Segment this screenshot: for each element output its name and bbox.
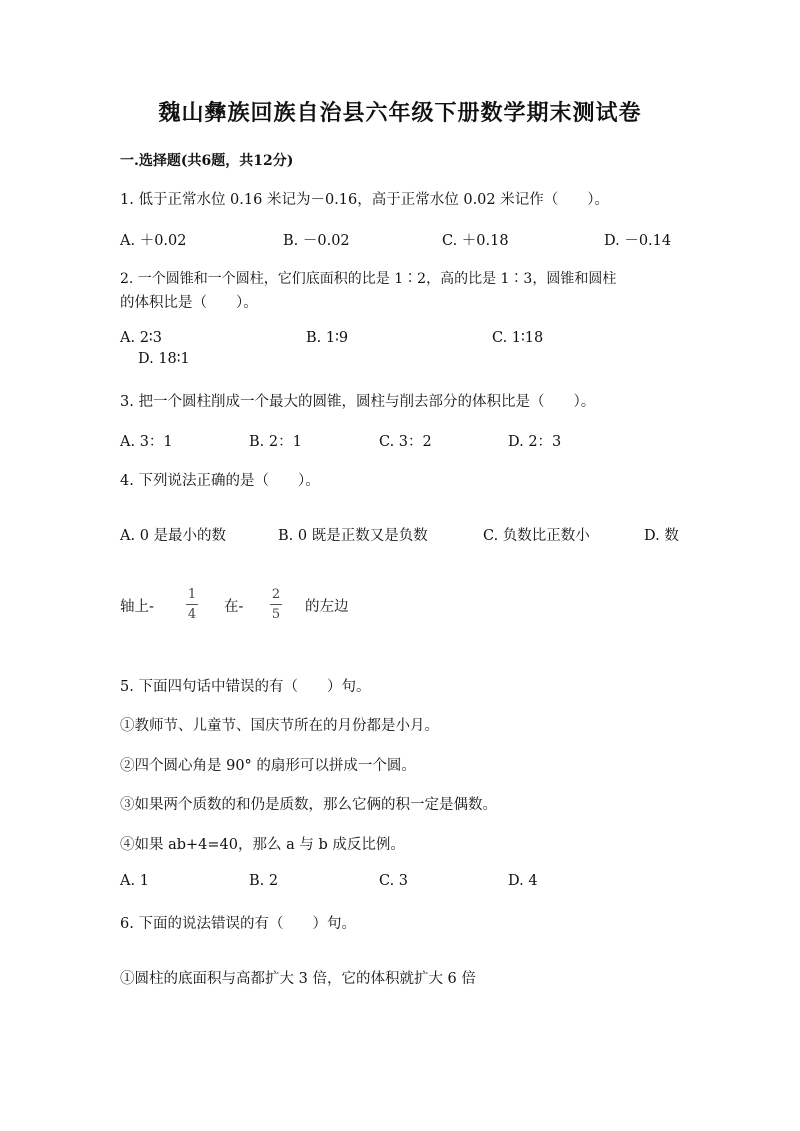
fraction-1-bar (186, 604, 198, 605)
question-1-stem: 1. 低于正常水位 0.16 米记为－0.16，高于正常水位 0.02 米记作（ ）。 (120, 192, 609, 208)
fraction-1-numerator: 1 (187, 587, 197, 602)
question-5-option-a: A. 1 (120, 873, 149, 889)
question-2-option-b: B. 1∶9 (306, 330, 349, 346)
question-4-continuation-part-3: 的左边 (305, 599, 349, 615)
question-6-stem: 6. 下面的说法错误的有（ ）句。 (120, 916, 356, 932)
question-2-option-c: C. 1∶18 (492, 330, 544, 346)
question-6-statement-1: ①圆柱的底面积与高都扩大 3 倍，它的体积就扩大 6 倍 (120, 971, 476, 987)
fraction-2-bar (270, 604, 282, 605)
question-5-stem: 5. 下面四句话中错误的有（ ）句。 (120, 679, 371, 695)
fraction-one-quarter (182, 587, 202, 623)
question-2-option-d: D. 18∶1 (138, 351, 190, 367)
question-3-stem: 3. 把一个圆柱削成一个最大的圆锥，圆柱与削去部分的体积比是（ ）。 (120, 394, 596, 410)
question-4-option-d: D. 数 (644, 528, 679, 544)
question-4-option-a: A. 0 是最小的数 (120, 528, 227, 544)
question-4-continuation-part-1: 轴上- (120, 599, 154, 615)
question-3-option-b: B. 2：1 (249, 434, 302, 450)
question-4-option-b: B. 0 既是正数又是负数 (278, 528, 428, 544)
question-5-statement-3: ③如果两个质数的和仍是质数，那么它俩的积一定是偶数。 (120, 797, 497, 813)
question-2-option-a: A. 2∶3 (120, 330, 162, 346)
question-5-statement-1: ①教师节、儿童节、国庆节所在的月份都是小月。 (120, 718, 439, 734)
fraction-1-denominator: 4 (187, 607, 197, 622)
question-1-option-b: B. －0.02 (283, 233, 350, 249)
section-heading: 一.选择题(共6题，共12分) (120, 153, 294, 169)
question-4-option-c: C. 负数比正数小 (483, 528, 590, 544)
question-1-option-c: C. ＋0.18 (442, 233, 509, 249)
question-1-option-a: A. ＋0.02 (120, 233, 187, 249)
page-title: 魏山彝族回族自治县六年级下册数学期末测试卷 (158, 100, 642, 126)
fraction-2-denominator: 5 (271, 607, 281, 622)
fraction-two-fifths (266, 587, 286, 623)
question-4-stem: 4. 下列说法正确的是（ ）。 (120, 473, 320, 489)
question-5-statement-2: ②四个圆心角是 90° 的扇形可以拼成一个圆。 (120, 758, 416, 774)
question-3-option-a: A. 3：1 (120, 434, 173, 450)
question-3-option-d: D. 2：3 (508, 434, 562, 450)
question-2-stem-line-2: 的体积比是（ ）。 (120, 295, 258, 311)
question-5-option-b: B. 2 (249, 873, 279, 889)
question-5-option-d: D. 4 (508, 873, 538, 889)
question-5-option-c: C. 3 (379, 873, 409, 889)
question-3-option-c: C. 3：2 (379, 434, 432, 450)
fraction-2-numerator: 2 (271, 587, 281, 602)
question-2-stem-line-1: 2. 一个圆锥和一个圆柱，它们底面积的比是 1∶2，高的比是 1∶3，圆锥和圆柱 (120, 271, 617, 287)
question-1-option-d: D. －0.14 (604, 233, 672, 249)
question-4-continuation-part-2: 在- (224, 599, 244, 615)
question-5-statement-4: ④如果 ab+4=40，那么 a 与 b 成反比例。 (120, 837, 405, 853)
